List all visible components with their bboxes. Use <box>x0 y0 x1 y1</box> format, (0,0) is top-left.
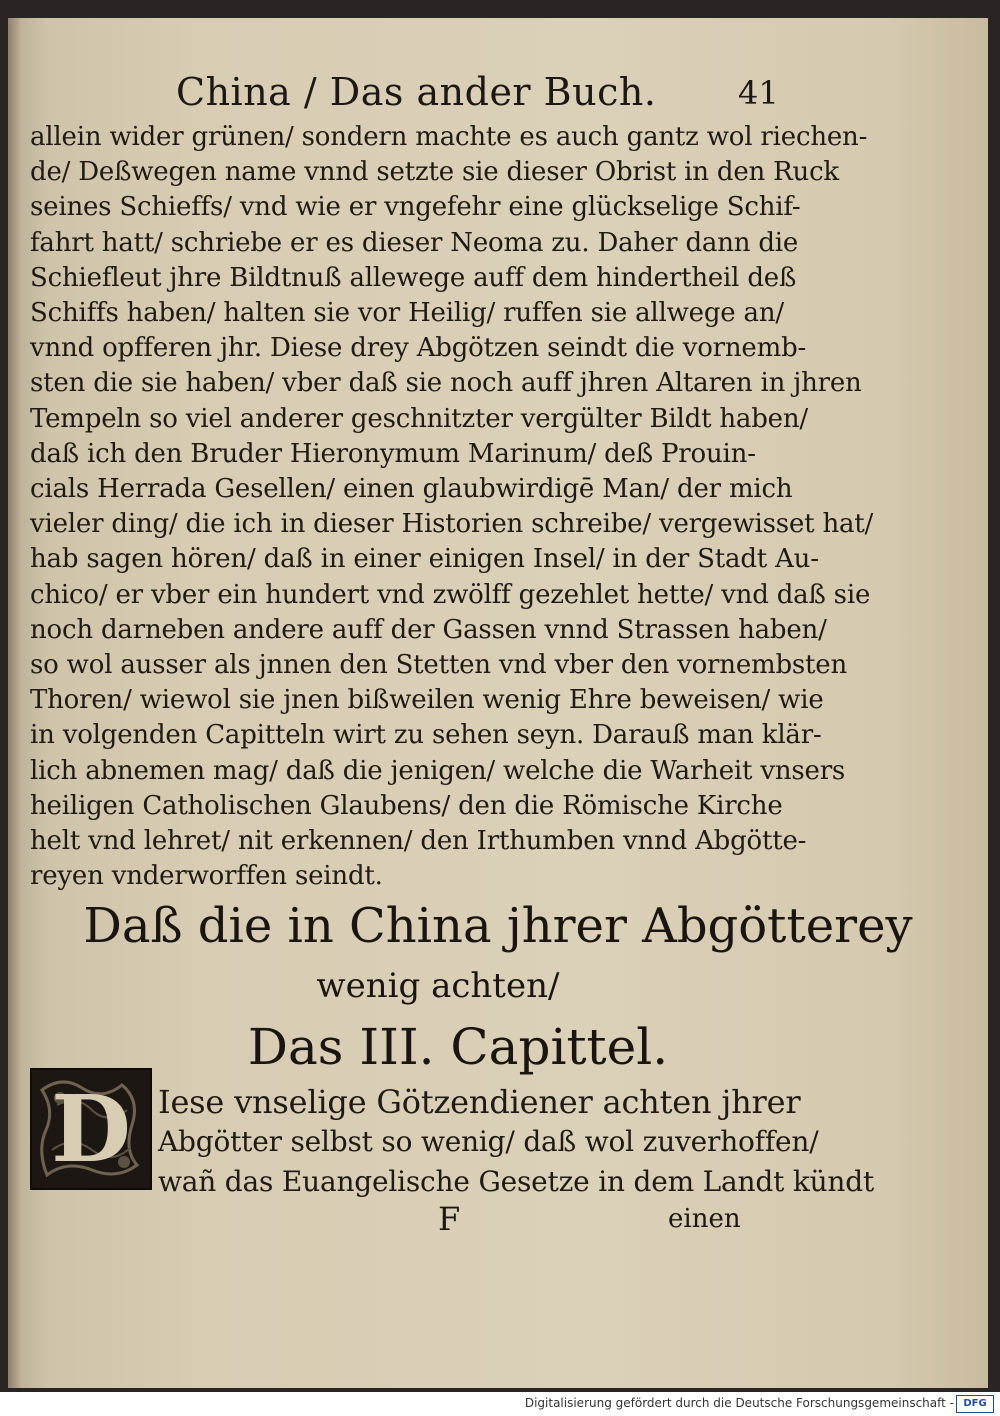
text-line: fahrt hatt/ schriebe er es dieser Neoma zu. Daher dann die <box>30 227 799 258</box>
text-line: sten die sie haben/ vber daß sie noch auff jhren Altaren in jhren <box>30 368 862 399</box>
text-line: in volgenden Capitteln wirt zu sehen seyn. Darauß man klär- <box>30 720 822 751</box>
text-line: helt vnd lehret/ nit erkennen/ den Irthumben vnnd Abgötte- <box>30 826 807 857</box>
text-line: vieler ding/ die ich in dieser Historien schreibe/ vergewisset hat/ <box>30 509 874 540</box>
text-line: Schiefleut jhre Bildtnuß allewege auff dem hindertheil deß <box>30 262 797 293</box>
page-header <box>8 70 988 120</box>
chapter-opening-text <box>158 1082 875 1202</box>
initial-letter: D <box>51 1075 131 1183</box>
text-line: reyen vnderworffen seindt. <box>30 861 383 892</box>
chapter-text-line: Iese vnselige Götzendiener achten jhrer <box>158 1083 801 1121</box>
book-page <box>8 18 988 1388</box>
text-line: daß ich den Bruder Hieronymum Marinum/ deß Prouin- <box>30 438 756 469</box>
text-line: Tempeln so viel anderer geschnitzter vergülter Bildt haben/ <box>30 403 808 434</box>
catchword: einen <box>668 1204 741 1234</box>
text-line: vnnd opfferen jhr. Diese drey Abgötzen seindt die vornemb- <box>30 333 807 364</box>
body-text <box>30 120 874 894</box>
funding-credit: Digitalisierung gefördert durch die Deutsche Forschungsgemeinschaft - <box>524 1396 954 1410</box>
chapter-title-line2: wenig achten/ <box>316 966 560 1006</box>
text-line: de/ Deßwegen name vnnd setzte sie dieser Obrist in den Ruck <box>30 157 839 188</box>
chapter-text-line: Abgötter selbst so wenig/ daß wol zuverhoffen/ <box>158 1125 819 1158</box>
footer-bar <box>0 1392 1000 1416</box>
text-line: allein wider grünen/ sondern machte es auch gantz wol riechen- <box>30 122 868 152</box>
text-line: lich abnemen mag/ daß die jenigen/ welche die Warheit vnsers <box>30 755 846 786</box>
chapter-title-line1: Daß die in China jhrer Abgötterey <box>83 898 913 954</box>
text-line: seines Schieffs/ vnd wie er vngefehr eine glückselige Schif- <box>30 192 801 223</box>
text-line: noch darneben andere auff der Gassen vnnd Strassen haben/ <box>30 614 827 645</box>
text-line: so wol ausser als jnnen den Stetten vnd vber den vornembsten <box>30 650 848 681</box>
decorated-initial <box>30 1068 152 1190</box>
running-head: China / Das ander Buch. <box>176 70 657 114</box>
page-number: 41 <box>738 74 779 112</box>
chapter-text-line: wañ das Euangelische Gesetze in dem Landt kündt <box>158 1165 875 1198</box>
page-gutter-edge <box>8 18 22 1388</box>
chapter-number-heading: Das III. Capittel. <box>247 1018 669 1076</box>
text-line: Schiffs haben/ halten sie vor Heilig/ ruffen sie allwege an/ <box>30 298 784 329</box>
text-line: chico/ er vber ein hundert vnd zwölff gezehlet hette/ vnd daß sie <box>30 579 871 610</box>
text-line: heiligen Catholischen Glaubens/ den die Römische Kirche <box>30 790 783 821</box>
dfg-logo-icon: DFG <box>956 1395 994 1413</box>
text-line: cials Herrada Gesellen/ einen glaubwirdigē Man/ der mich <box>30 474 793 505</box>
text-line: Thoren/ wiewol sie jnen bißweilen wenig Ehre beweisen/ wie <box>30 685 824 716</box>
text-line: hab sagen hören/ daß in einer einigen Insel/ in der Stadt Au- <box>30 544 819 575</box>
signature-mark: F <box>438 1200 461 1238</box>
